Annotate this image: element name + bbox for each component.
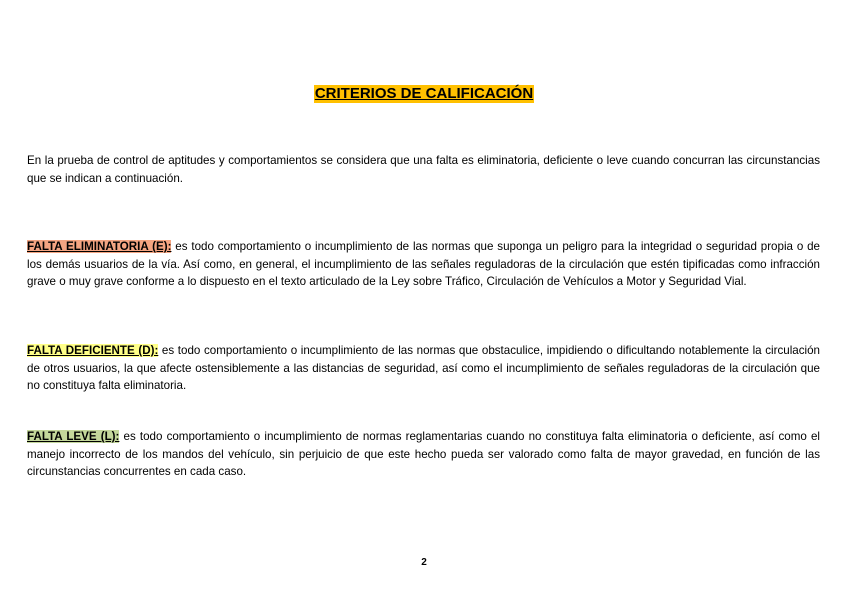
fault-text-deficiente: es todo comportamiento o incumplimiento de las normas que obstaculice, impidiendo o dificultando notablemente la circulación de otros usuarios, la que afecte ostensiblemente a las distancias de seguridad, así como el incumplimiento de señales reguladoras de la circulación que no constituya falta eliminatoria. [27, 344, 820, 392]
fault-text-leve: es todo comportamiento o incumplimiento de normas reglamentarias cuando no constituya falta eliminatoria o deficiente, así como el manejo incorrecto de los mandos del vehículo, sin perjuicio de que este hecho pueda ser valorado como falta de mayor gravedad, en función de las circunstancias concurrentes en cada caso. [27, 430, 820, 478]
intro-paragraph: En la prueba de control de aptitudes y comportamientos se considera que una falta es eliminatoria, deficiente o leve cuando concurran las circunstancias que se indican a continuación. [27, 154, 820, 185]
fault-paragraph-eliminatoria [27, 238, 820, 291]
fault-label-leve: FALTA LEVE (L): [27, 430, 120, 443]
title-container [0, 85, 848, 103]
page-number: 2 [421, 557, 427, 568]
fault-label-deficiente: FALTA DEFICIENTE (D): [27, 344, 159, 357]
fault-paragraph-leve [27, 428, 820, 481]
fault-text-eliminatoria: es todo comportamiento o incumplimiento de las normas que suponga un peligro para la integridad o seguridad propia o de los demás usuarios de la vía. Así como, en general, el incumplimiento de las señales reguladoras de la circulación que estén tipificadas como infracción grave o muy grave conforme a lo dispuesto en el texto articulado de la Ley sobre Tráfico, Circulación de Vehículos a Motor y Seguridad Vial. [27, 240, 821, 288]
fault-label-eliminatoria: FALTA ELIMINATORIA (E): [27, 240, 172, 253]
page-title: CRITERIOS DE CALIFICACIÓN [314, 85, 534, 102]
fault-paragraph-deficiente [27, 342, 820, 395]
